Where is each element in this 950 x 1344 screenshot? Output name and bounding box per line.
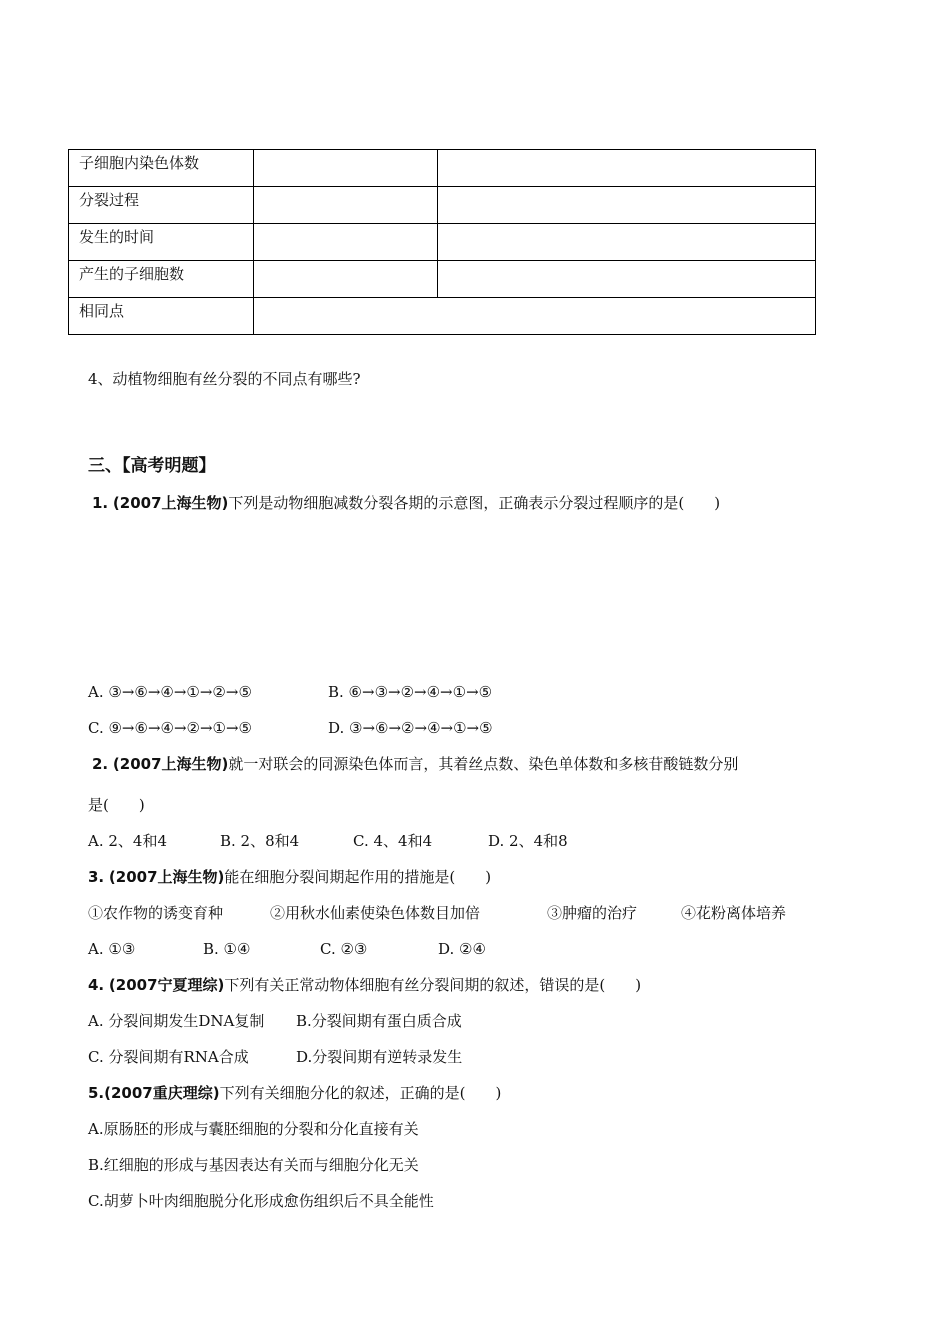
item-4: ④花粉离体培养 [681,904,787,922]
comparison-table [68,149,816,335]
option-c: C. 分裂间期有RNA合成 [88,1048,249,1066]
question-2-stem [92,755,738,773]
question-source: (2007重庆理综) [104,1084,220,1102]
row-label-cell: 产生的子细胞数 [69,261,254,298]
question-number: 4. [88,976,105,994]
table-row [69,298,816,335]
question-number: 3. [88,868,105,886]
question-source: (2007宁夏理综) [108,976,225,994]
question-1-stem [92,494,720,512]
question-5-stem [88,1084,501,1102]
section-prefix: 三、 [88,456,122,476]
option-a: A. ③→⑥→④→①→②→⑤ [88,683,252,701]
section-title: 【高考明题】 [122,456,216,476]
question-text: 下列是动物细胞减数分裂各期的示意图，正确表示分裂过程顺序的是( ) [228,494,721,512]
question-text: 就一对联会的同源染色体而言，其着丝点数、染色单体数和多核苷酸链数分别 [228,755,739,773]
blank-cell [438,187,816,224]
row-label-cell: 发生的时间 [69,224,254,261]
option-b: B.红细胞的形成与基因表达有关而与细胞分化无关 [88,1156,419,1174]
option-d: D. ②④ [438,940,486,958]
blank-cell [254,298,816,335]
option-c: C. ②③ [320,940,368,958]
item-1: ①农作物的诱变育种 [88,904,224,922]
option-b: B. ⑥→③→②→④→①→⑤ [328,683,493,701]
section-heading [88,456,216,476]
option-a: A. ①③ [88,940,136,958]
question-3-stem [88,868,491,886]
option-a: A. 分裂间期发生DNA复制 [88,1012,265,1030]
row-label-cell: 分裂过程 [69,187,254,224]
question-4-prompt: 4、动植物细胞有丝分裂的不同点有哪些? [88,370,361,388]
question-text: 下列有关细胞分化的叙述，正确的是( ) [219,1084,502,1102]
table-row [69,187,816,224]
question-text: 能在细胞分裂间期起作用的措施是( ) [224,868,492,886]
blank-cell [254,224,438,261]
option-d: D.分裂间期有逆转录发生 [296,1048,463,1066]
option-c: C. 4、4和4 [353,832,433,850]
option-c: C.胡萝卜叶肉细胞脱分化形成愈伤组织后不具全能性 [88,1192,434,1210]
option-a: A. 2、4和4 [88,832,167,850]
row-label-cell: 子细胞内染色体数 [69,150,254,187]
blank-cell [254,150,438,187]
option-b: B.分裂间期有蛋白质合成 [296,1012,462,1030]
item-2: ②用秋水仙素使染色体数目加倍 [270,904,481,922]
item-3: ③肿瘤的治疗 [547,904,638,922]
blank-cell [438,224,816,261]
question-number: 1. [92,494,109,512]
question-source: (2007上海生物) [112,494,229,512]
option-b: B. 2、8和4 [220,832,300,850]
question-source: (2007上海生物) [108,868,225,886]
option-d: D. 2、4和8 [488,832,568,850]
row-label-cell: 相同点 [69,298,254,335]
option-d: D. ③→⑥→②→④→①→⑤ [328,719,493,737]
question-source: (2007上海生物) [112,755,229,773]
option-b: B. ①④ [203,940,251,958]
question-4-stem [88,976,641,994]
blank-cell [438,261,816,298]
table-row [69,261,816,298]
blank-cell [254,261,438,298]
option-c: C. ⑨→⑥→④→②→①→⑤ [88,719,253,737]
question-text: 下列有关正常动物体细胞有丝分裂间期的叙述，错误的是( ) [224,976,642,994]
blank-cell [438,150,816,187]
option-a: A.原肠胚的形成与囊胚细胞的分裂和分化直接有关 [88,1120,419,1138]
blank-cell [254,187,438,224]
question-number: 5. [88,1084,105,1102]
table-row [69,224,816,261]
question-number: 2. [92,755,109,773]
question-2-stem-cont: 是( ) [88,796,145,814]
table-row [69,150,816,187]
